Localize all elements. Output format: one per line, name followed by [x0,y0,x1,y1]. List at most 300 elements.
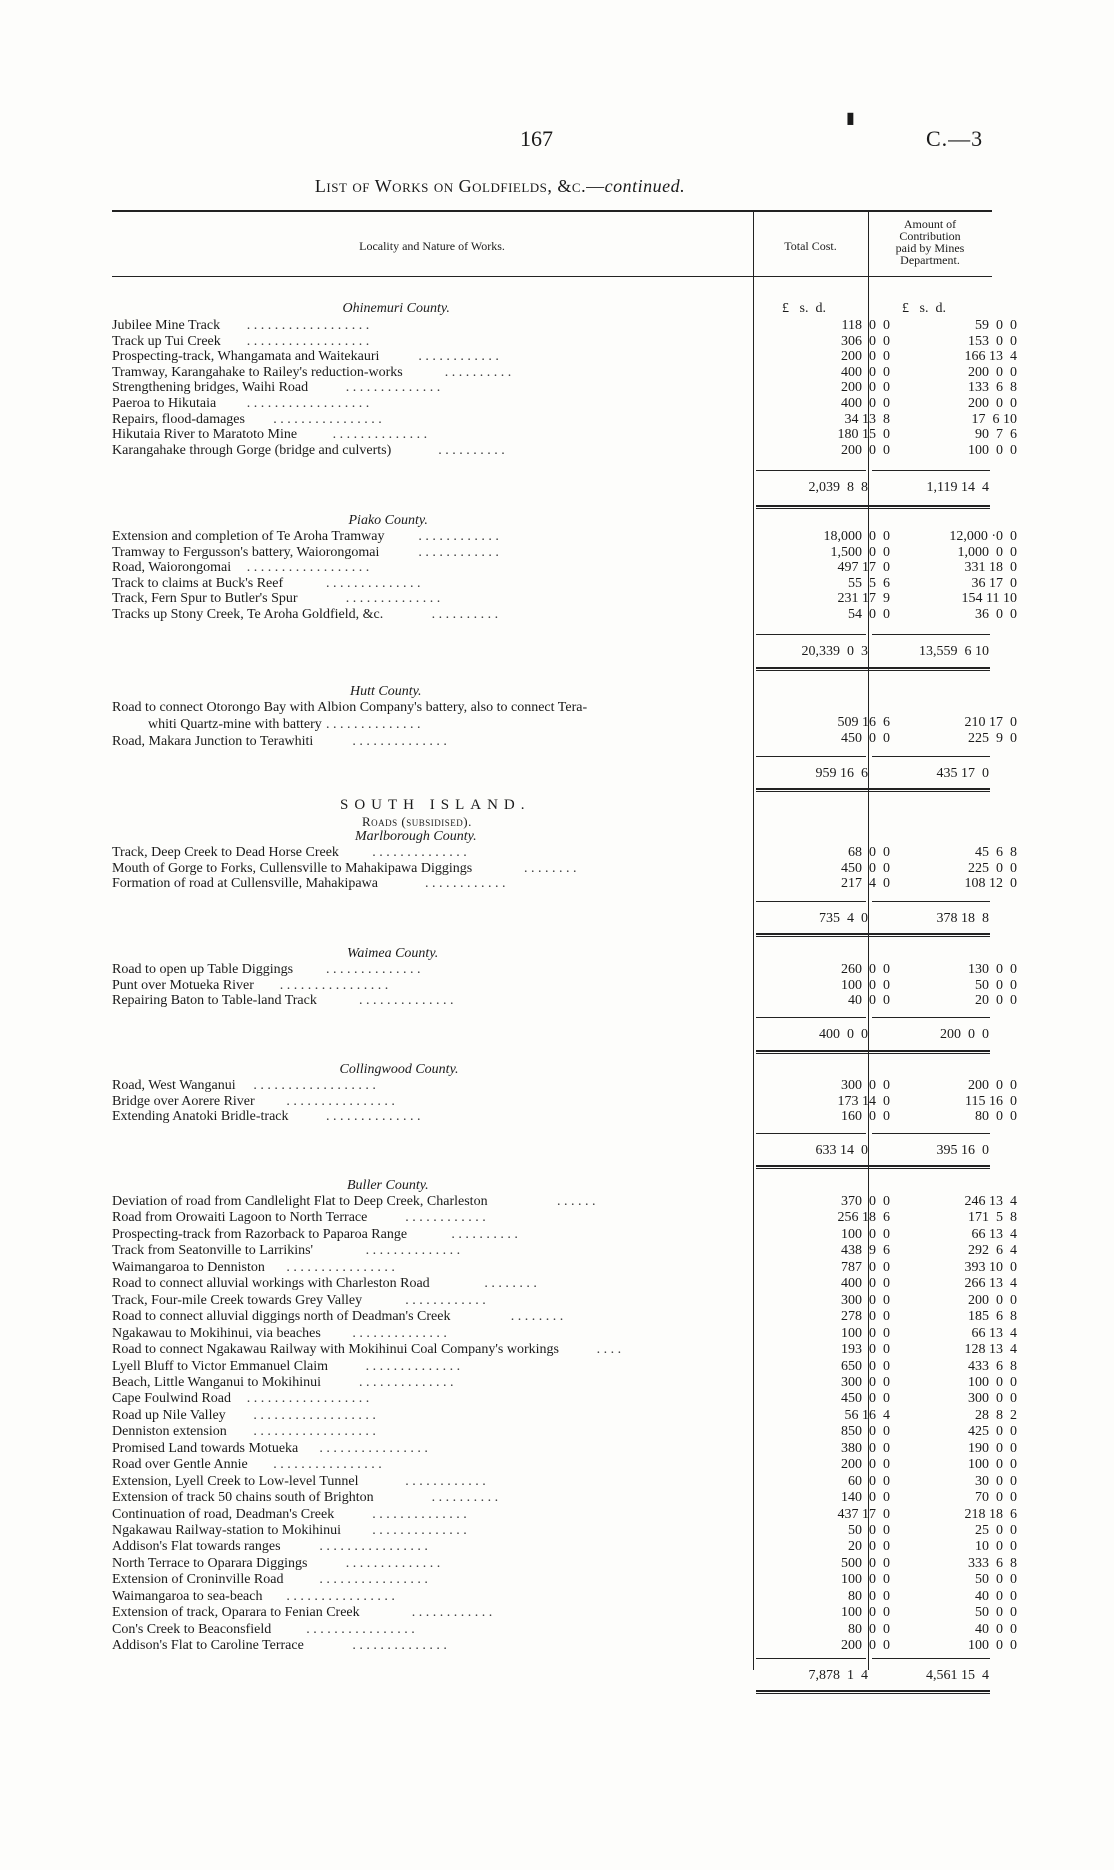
total-cost-value: 118 0 0 [841,318,890,333]
contribution-value: 20 0 0 [975,993,1017,1009]
table-row [112,1292,1017,1309]
subtotal-rule-contrib [872,1017,990,1018]
leader-dots: . . . . . . . . [510,1309,564,1325]
total-cost-value: 278 0 0 [841,1309,890,1325]
table-row [112,333,1017,350]
total-cost-value: 300 0 0 [841,1374,890,1390]
table-row [112,380,1017,396]
total-cost-value: 217 4 0 [841,876,890,892]
county-heading: Piako County. [348,513,428,528]
subtotal-rule-contrib [872,901,990,902]
total-cost-value: 40 0 0 [848,993,890,1009]
work-description: Con's Creek to Beaconsfield [112,1621,272,1637]
contribution-value: 133 6 8 [968,380,1017,396]
work-description: Jubilee Mine Track [112,318,221,333]
table-row [112,607,1017,623]
contribution-value: 12,000 ·0 0 [949,529,1017,544]
total-cost-value: 300 0 0 [841,1078,890,1093]
work-description: Deviation of road from Candlelight Flat to Deep Creek, Charleston [112,1194,488,1209]
leader-dots: . . . . . . . . . . . . . . . . [319,1539,428,1555]
leader-dots: . . . . . . . . . . . . . . . . [273,411,382,427]
contribution-value: 246 13 4 [964,1194,1017,1209]
leader-dots: . . . . . . . . . . [431,607,499,622]
contribution-value: 393 10 0 [964,1259,1017,1275]
leader-dots: . . . . . . [557,1194,596,1209]
work-description: Addison's Flat towards ranges [112,1539,281,1555]
total-cost-value: 18,000 0 0 [823,529,890,544]
table-top-rule [112,210,992,212]
contribution-value: 70 0 0 [975,1490,1017,1506]
work-description: Extension of track, Oparara to Fenian Creek [112,1605,360,1621]
table-row [112,396,1017,412]
table-row [112,1210,1017,1226]
table-header-rule [112,276,992,277]
leader-dots: . . . . . . . . . . . . . . . . [286,1259,395,1275]
leader-dots: . . . . . . . . . . . . . . [365,1243,461,1259]
leader-dots: . . . . . . . . . . . . . . . . [319,1440,428,1456]
total-cost-value: 438 9 6 [841,1243,890,1259]
table-row [112,364,1017,381]
contribution-value: 90 7 6 [975,427,1017,443]
leader-dots: . . . . . . . . [484,1276,537,1292]
work-description: Road to connect Otorongo Bay with Albion Company's battery, also to connect Tera- [112,700,588,715]
contribution-value: 128 13 4 [964,1342,1017,1358]
table-row [112,318,1017,334]
contribution-value: 100 0 0 [968,1374,1017,1390]
units-contribution: £ s. d. [902,301,946,316]
work-description: Road up Nile Valley [112,1407,226,1423]
table-row [112,427,1017,443]
table-row [112,575,1017,592]
work-description: Extending Anatoki Bridle-track [112,1109,289,1125]
work-description: Strengthening bridges, Waihi Road [112,380,309,396]
leader-dots: . . . . . . . . . . . . . . [326,575,421,591]
total-cost-value: 55 5 6 [848,575,890,591]
work-description: Continuation of road, Deadman's Creek [112,1506,335,1522]
table-row [112,1621,1017,1638]
leader-dots: . . . . . . . . . . . . . . [326,717,421,732]
table-row [112,591,1017,607]
leader-dots: . . . . . . . . . . . . . . . . [279,977,389,993]
total-cost-value: 300 0 0 [841,1292,890,1308]
work-description: Track, Fern Spur to Butler's Spur [112,591,298,607]
table-row [112,1605,1017,1621]
table-row [112,1440,1017,1457]
section-total-cost: 7,878 1 4 [808,1668,868,1683]
total-cost-value: 50 0 0 [848,1523,890,1538]
contribution-value: 210 17 0 [964,715,1017,730]
county-heading: Marlborough County. [355,829,477,844]
section-total-contribution: 13,559 6 10 [919,644,989,659]
contribution-value: 154 11 10 [961,591,1017,607]
leader-dots: . . . . . . . . . . . . . . . . . . [246,318,370,333]
county-heading: Ohinemuri County. [342,301,450,316]
total-cost-value: 370 0 0 [841,1194,890,1209]
table-row [112,977,1017,994]
contribution-value: 36 17 0 [971,575,1017,591]
table-row [112,1194,1017,1210]
contribution-value: 115 16 0 [965,1093,1017,1109]
leader-dots: . . . . . . . . . . . . . . . . . . [253,1078,376,1093]
total-cost-value: 200 0 0 [841,349,890,365]
table-row [112,1588,1017,1605]
contribution-value: 225 0 0 [968,860,1017,876]
contribution-value: 200 0 0 [968,396,1017,411]
contribution-value: 100 0 0 [968,1638,1017,1654]
subtotal-rule-contrib [872,634,990,635]
section-subheading: Roads (subsidised). [362,814,472,829]
section-total-cost: 633 14 0 [815,1143,868,1158]
section-total-cost: 20,339 0 3 [801,644,868,659]
section-total-cost: 400 0 0 [819,1027,868,1042]
leader-dots: . . . . . . . . . . . . . . . . [319,1572,428,1588]
contribution-value: 1,000 0 0 [957,544,1017,560]
contribution-value: 36 0 0 [975,607,1017,622]
subtotal-rule-total [756,1658,866,1659]
subtotal-rule-total [756,634,866,635]
work-description: Ngakawau Railway-station to Mokihinui [112,1523,342,1538]
total-double-rule [756,667,990,669]
total-cost-value: 68 0 0 [848,845,890,860]
page-number: 167 [520,126,553,151]
document-code: C.—3 [926,126,984,151]
section-total-cost: 2,039 8 8 [808,480,868,495]
total-cost-value: 400 0 0 [841,396,890,411]
total-cost-value: 180 15 0 [837,427,890,443]
leader-dots: . . . . . . . . . . . . [405,1292,486,1308]
total-cost-value: 100 0 0 [841,1605,890,1621]
total-cost-value: 650 0 0 [841,1358,890,1374]
table-row [112,1342,1017,1358]
column-header-locality: Locality and Nature of Works. [359,239,505,253]
contribution-value: 59 0 0 [975,318,1017,333]
work-description: Extension of Croninville Road [112,1572,284,1588]
table-row [112,529,1017,545]
table-row [112,1572,1017,1588]
work-description: Promised Land towards Motueka [112,1440,299,1456]
contribution-value: 225 9 0 [968,731,1017,746]
subtotal-rule-contrib [872,1658,990,1659]
leader-dots: . . . . . . . . . . . . [418,544,499,560]
table-row [112,1243,1017,1259]
contribution-value: 10 0 0 [975,1539,1017,1555]
work-description: Waimangaroa to Denniston [112,1259,265,1275]
total-cost-value: 787 0 0 [841,1259,890,1275]
table-row [112,1391,1017,1407]
total-cost-value: 380 0 0 [841,1440,890,1456]
work-description: Extension and completion of Te Aroha Tramway [112,529,385,544]
total-cost-value: 400 0 0 [841,1276,890,1292]
work-description: Track up Tui Creek [112,333,221,349]
contribution-value: 331 18 0 [964,560,1017,576]
table-row [112,1473,1017,1490]
contribution-value: 425 0 0 [968,1424,1017,1440]
table-row [112,962,1017,978]
table-row [112,731,1017,750]
leader-dots: . . . . . . . . . . . . . . [359,1374,454,1390]
work-description: Punt over Motueka River [112,977,254,993]
units-total: £ s. d. [782,301,826,316]
table-row [112,1490,1017,1506]
table-row [112,1555,1017,1572]
island-heading: SOUTH ISLAND. [340,797,531,813]
contribution-value: 200 0 0 [968,1078,1017,1093]
total-cost-value: 56 16 4 [844,1407,890,1423]
work-description: Road to connect alluvial workings with Charleston Road [112,1276,430,1292]
leader-dots: . . . . . . . . . . . . [418,529,499,544]
ink-mark: ▮ [846,110,855,127]
contribution-value: 171 5 8 [968,1210,1017,1226]
subtotal-rule-contrib [872,756,990,757]
leader-dots: . . . . . . . . . . [451,1226,518,1242]
contribution-value: 200 0 0 [968,1292,1017,1308]
work-description: Road from Orowaiti Lagoon to North Terrace [112,1210,368,1226]
work-description: Road, Waiorongomai [112,560,232,576]
work-description: Ngakawau to Mokihinui, via beaches [112,1325,321,1341]
contribution-value: 17 6 10 [971,411,1017,427]
total-double-rule [756,933,990,935]
table-row [112,1276,1017,1292]
total-cost-value: 260 0 0 [841,962,890,977]
table-row [112,1523,1017,1539]
total-cost-value: 256 18 6 [837,1210,890,1226]
total-cost-value: 20 0 0 [848,1539,890,1555]
table-row [112,411,1017,428]
total-cost-value: 400 0 0 [841,364,890,380]
total-cost-value: 450 0 0 [841,860,890,876]
contribution-value: 50 0 0 [975,1605,1017,1621]
table-row [112,876,1017,892]
total-double-rule [756,505,990,507]
section-total-contribution: 200 0 0 [940,1027,989,1042]
table-row [112,1309,1017,1325]
section-total-contribution: 395 16 0 [936,1143,989,1158]
page-title: List of Works on Goldfields, &c.—continued. [314,176,686,196]
total-cost-value: 450 0 0 [841,1391,890,1407]
work-description: Road, West Wanganui [112,1078,236,1093]
work-description: Tracks up Stony Creek, Te Aroha Goldfield, &c. [112,607,384,622]
contribution-value: 100 0 0 [968,1457,1017,1473]
leader-dots: . . . . [596,1342,622,1358]
leader-dots: . . . . . . . . . . . . . . . . [286,1588,395,1604]
work-description: Beach, Little Wanganui to Mokihinui [112,1374,321,1390]
work-description: Repairs, flood-damages [112,411,245,427]
total-cost-value: 80 0 0 [848,1588,890,1604]
table-row [112,560,1017,576]
table-row [112,1325,1017,1342]
total-cost-value: 100 0 0 [841,977,890,993]
contribution-value: 433 6 8 [968,1358,1017,1374]
table-row [112,1457,1017,1473]
total-cost-value: 34 13 8 [844,411,890,427]
contribution-value: 30 0 0 [975,1473,1017,1489]
leader-dots: . . . . . . . . . . . . [418,349,499,365]
county-heading: Collingwood County. [339,1062,459,1077]
subtotal-rule-total [756,901,866,902]
leader-dots: . . . . . . . . . . . . . . . . . . [253,1407,376,1423]
work-description: Road to connect alluvial diggings north of Deadman's Creek [112,1309,451,1325]
section-total-contribution: 1,119 14 4 [926,480,989,495]
work-description: Tramway to Fergusson's battery, Waiorongomai [112,544,380,560]
leader-dots: . . . . . . . . . . . . . . [345,1555,441,1571]
contribution-value: 28 8 2 [975,1407,1017,1423]
work-description: Prospecting-track from Razorback to Paparoa Range [112,1226,408,1242]
leader-dots: . . . . . . . . . . [444,364,512,380]
leader-dots: . . . . . . . . . . . . . . [365,1358,461,1374]
total-cost-value: 54 0 0 [848,607,890,622]
total-cost-value: 193 0 0 [841,1342,890,1358]
work-description: Addison's Flat to Caroline Terrace [112,1638,304,1654]
total-cost-value: 200 0 0 [841,380,890,396]
leader-dots: . . . . . . . . . . . . . . [332,427,428,443]
leader-dots: . . . . . . . . . . . . . . [326,962,421,977]
leader-dots: . . . . . . . . . . . . . . . . . . [246,333,370,349]
total-double-rule [756,670,990,671]
leader-dots: . . . . . . . . . . . . . . [352,1638,447,1654]
leader-dots: . . . . . . . . . . . . [405,1210,486,1226]
table-row [112,442,1017,459]
total-cost-value: 306 0 0 [841,333,890,349]
table-row [112,1424,1017,1440]
contribution-value: 100 0 0 [968,442,1017,458]
section-total-contribution: 435 17 0 [936,766,989,781]
table-row [112,544,1017,561]
total-double-rule [756,508,990,509]
leader-dots: . . . . . . . . . . . . . . [359,993,454,1009]
work-description: Cape Foulwind Road [112,1391,231,1407]
leader-dots: . . . . . . . . . . [431,1490,499,1506]
total-cost-value: 160 0 0 [841,1109,890,1125]
contribution-value: 50 0 0 [975,1572,1017,1588]
leader-dots: . . . . . . . . . . . . . . [345,591,441,607]
leader-dots: . . . . . . . . . . . . . . [352,1325,447,1341]
total-cost-value: 500 0 0 [841,1555,890,1571]
work-description: Prospecting-track, Whangamata and Waitekauri [112,349,380,365]
total-cost-value: 437 17 0 [837,1506,890,1522]
total-double-rule [756,1165,990,1167]
total-double-rule [756,1053,990,1054]
table-row [112,1259,1017,1276]
total-double-rule [756,1168,990,1169]
leader-dots: . . . . . . . . [524,860,577,876]
total-cost-value: 1,500 0 0 [830,544,890,560]
contribution-value: 153 0 0 [968,333,1017,349]
section-total-cost: 959 16 6 [815,766,868,781]
column-header-total: Total Cost. [784,239,837,253]
total-cost-value: 200 0 0 [841,1457,890,1473]
work-description: Track, Four-mile Creek towards Grey Valley [112,1292,363,1308]
leader-dots: . . . . . . . . . . . . . . . . . . [246,560,370,576]
contribution-value: 200 0 0 [968,364,1017,380]
total-double-rule [756,936,990,937]
leader-dots: . . . . . . . . . . . . [411,1605,493,1621]
work-description: Road, Makara Junction to Terawhiti [112,734,314,749]
contribution-value: 40 0 0 [975,1588,1017,1604]
total-cost-value: 173 14 0 [837,1093,890,1109]
table-row [112,1078,1017,1094]
work-description: Track to claims at Buck's Reef [112,575,284,591]
total-double-rule [756,791,990,792]
table-row [112,845,1017,861]
contribution-value: 292 6 4 [968,1243,1017,1259]
contribution-value: 45 6 8 [975,845,1017,860]
subtotal-rule-total [756,470,866,471]
table-row [112,1093,1017,1110]
table-row [112,1358,1017,1375]
contribution-value: 80 0 0 [975,1109,1017,1125]
work-description: Repairing Baton to Table-land Track [112,993,317,1009]
table-row [112,1109,1017,1125]
subtotal-rule-total [756,1133,866,1134]
total-double-rule [756,788,990,790]
subtotal-rule-contrib [872,1133,990,1134]
total-cost-value: 200 0 0 [841,1638,890,1654]
work-description: Extension, Lyell Creek to Low-level Tunnel [112,1473,359,1489]
leader-dots: . . . . . . . . . . . . [425,876,506,892]
county-heading: Waimea County. [347,946,439,961]
subtotal-rule-contrib [872,470,990,471]
contribution-value: 185 6 8 [968,1309,1017,1325]
table-row [112,993,1017,1009]
table-row [112,1539,1017,1555]
work-description: Formation of road at Cullensville, Mahakipawa [112,876,378,892]
total-double-rule [756,1050,990,1052]
work-description: Lyell Bluff to Victor Emmanuel Claim [112,1358,329,1374]
contribution-value: 66 13 4 [971,1325,1017,1341]
work-description: Bridge over Aorere River [112,1093,255,1109]
contribution-value: 40 0 0 [975,1621,1017,1637]
leader-dots: . . . . . . . . . . . . . . [326,1109,421,1125]
work-description: Road to connect Ngakawau Railway with Mokihinui Coal Company's workings [112,1342,559,1358]
total-double-rule [756,1693,990,1694]
work-description: Tramway, Karangahake to Railey's reduction-works [112,364,403,380]
leader-dots: . . . . . . . . . . . . [405,1473,486,1489]
total-cost-value: 497 17 0 [837,560,890,576]
work-description: Karangahake through Gorge (bridge and culverts) [112,442,392,458]
work-description: Waimangaroa to sea-beach [112,1588,263,1604]
table-row [112,1506,1017,1523]
total-cost-value: 100 0 0 [841,1325,890,1341]
leader-dots: . . . . . . . . . . . . . . . . . . [253,1424,376,1440]
work-description: whiti Quartz-mine with battery [148,717,322,732]
total-cost-value: 231 17 9 [837,591,890,607]
leader-dots: . . . . . . . . . . . . . . . . . . [246,1391,370,1407]
county-heading: Buller County. [347,1178,429,1193]
total-cost-value: 80 0 0 [848,1621,890,1637]
table-row [112,1407,1017,1424]
contribution-value: 190 0 0 [968,1440,1017,1456]
work-description: Extension of track 50 chains south of Brighton [112,1490,374,1506]
total-cost-value: 100 0 0 [841,1572,890,1588]
work-description: Mouth of Gorge to Forks, Cullensville to Mahakipawa Diggings [112,860,473,876]
table-row [112,860,1017,877]
leader-dots: . . . . . . . . . . . . . . . . [273,1457,382,1473]
leader-dots: . . . . . . . . . . . . . . . . [286,1093,395,1109]
column-header-contribution: Amount of Contribution paid by Mines Department. [895,217,965,267]
total-cost-value: 60 0 0 [848,1473,890,1489]
leader-dots: . . . . . . . . . . . . . . [372,845,467,860]
contribution-value: 333 6 8 [968,1555,1017,1571]
work-description: Road to open up Table Diggings [112,962,294,977]
contribution-value: 300 0 0 [968,1391,1017,1407]
subtotal-rule-total [756,756,866,757]
contribution-value: 166 13 4 [964,349,1017,365]
leader-dots: . . . . . . . . . . . . . . [352,734,447,749]
table-row [112,1374,1017,1391]
county-heading: Hutt County. [350,684,422,699]
subtotal-rule-total [756,1017,866,1018]
contribution-value: 108 12 0 [964,876,1017,892]
